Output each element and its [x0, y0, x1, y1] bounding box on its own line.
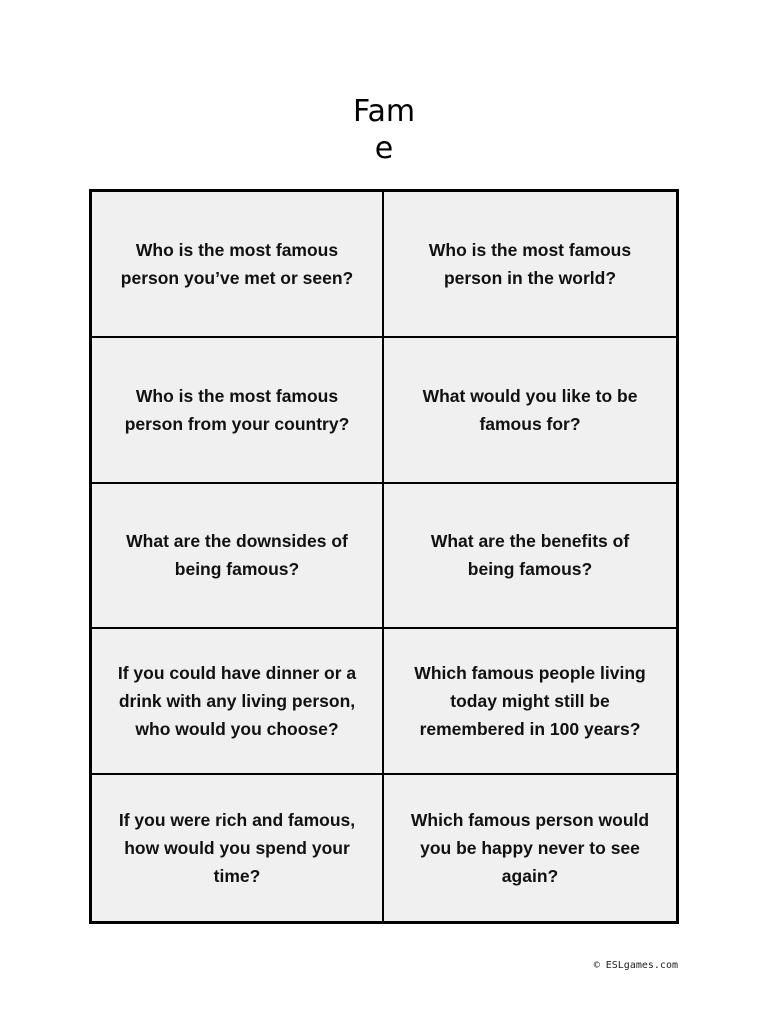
question-card-grid: [89, 189, 679, 924]
question-card-5: What are the downsides of being famous?: [92, 484, 384, 630]
question-card-2: Who is the most famous person in the world?: [384, 192, 676, 338]
page-title: [0, 93, 768, 167]
page-title-line-2: e: [374, 131, 394, 166]
question-card-3: Who is the most famous person from your country?: [92, 338, 384, 484]
page-title-line-1: Fam: [352, 94, 416, 129]
question-card-10: Which famous person would you be happy never to see again?: [384, 775, 676, 921]
question-card-1: Who is the most famous person you’ve met or seen?: [92, 192, 384, 338]
copyright-footer: © ESLgames.com: [593, 960, 678, 971]
question-card-6: What are the benefits of being famous?: [384, 484, 676, 630]
question-card-7: If you could have dinner or a drink with any living person, who would you choose?: [92, 629, 384, 775]
question-card-9: If you were rich and famous, how would you spend your time?: [92, 775, 384, 921]
question-card-8: Which famous people living today might still be remembered in 100 years?: [384, 629, 676, 775]
question-card-4: What would you like to be famous for?: [384, 338, 676, 484]
